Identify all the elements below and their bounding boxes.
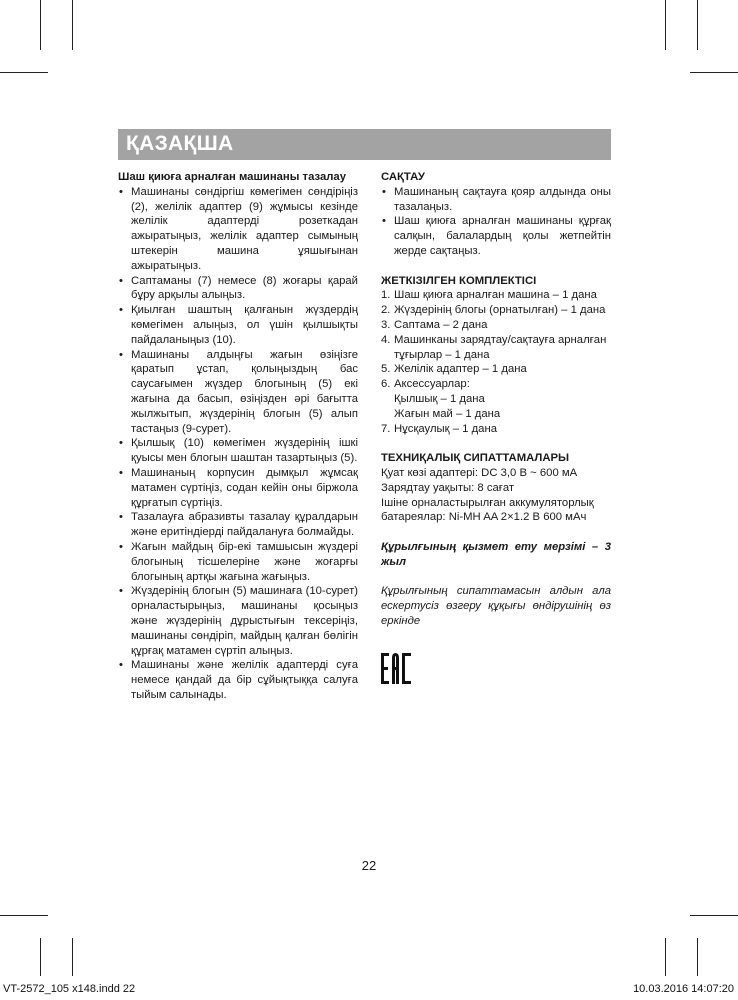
footer-file-info: VT-2572_105 x148.indd 22 <box>3 983 136 995</box>
list-item <box>381 422 611 437</box>
spec-line: батареялар: Ni-MH AA 2×1.2 В 600 мАч <box>381 511 587 524</box>
sub-item: Қылшық – 1 дана <box>394 392 485 405</box>
item-number: 7. <box>381 422 391 435</box>
list-item <box>381 377 611 392</box>
footer-timestamp: 10.03.2016 14:07:20 <box>633 983 734 995</box>
list-item: • Жағын майдың бір-екі тамшысын жүздері блогының тісшелеріне және жоғарғы блогының артқы жағына жағыңыз. <box>118 540 358 584</box>
item-text: Желілік адаптер – 1 дана <box>394 363 527 376</box>
item-text: Саптама – 2 дана <box>394 318 488 331</box>
list-item: • Машинаны алдыңғы жағын өзіңізге қаратып ұстап, қолыңыздың бас саусағымен жүздер блогының (5) екі жағына да басып, өзіңізден әрі бағытта жылжытып, жүздерінің блогын (5) алып тастаңыз (9-сурет). <box>118 348 358 437</box>
kit-list-continued <box>381 422 611 437</box>
list-item <box>381 303 611 318</box>
kit-heading: ЖЕТКІЗІЛГЕН КОМПЛЕКТІСІ <box>381 274 537 287</box>
item-number: 4. <box>381 333 391 346</box>
spec-line: Зарядтау уақыты: 8 сағат <box>381 481 515 494</box>
crop-mark <box>665 0 666 50</box>
list-item <box>381 318 611 333</box>
item-number: 5. <box>381 363 391 376</box>
list-item: • Машинаны сөндіргіш көмегімен сөндіріңіз (2), желілік адаптер (9) жұмысы кезінде желілік адаптерді розеткадан ажыратыңыз, желілік адаптер сымының штекерін машина ұяшығынан ажыратыңыз. <box>118 185 358 274</box>
spec-line: Ішіне орналастырылған аккумуляторлық <box>381 496 594 509</box>
language-banner <box>118 129 611 160</box>
list-item: • Машинаның корпусин дымқыл жұмсақ матамен сүртіңіз, содан кейін оны біржола құрғатып сүртіңіз. <box>118 466 358 510</box>
page-number: 22 <box>361 858 377 873</box>
item-number: 6. <box>381 378 391 391</box>
crop-mark <box>0 915 48 916</box>
list-item <box>381 333 611 363</box>
crop-mark <box>697 938 698 976</box>
sub-item: Жағын май – 1 дана <box>394 407 501 420</box>
crop-mark <box>72 0 73 50</box>
left-column <box>118 170 358 703</box>
eac-certification-logo <box>381 653 411 684</box>
list-item <box>381 362 611 377</box>
crop-mark <box>665 938 666 976</box>
list-item: • Қиылған шаштың қалғанын жүздердің көмегімен алыңыз, ол үшін қылшықты пайдаланыңыз (10). <box>118 303 358 347</box>
crop-mark <box>690 72 738 73</box>
kit-list <box>381 288 611 392</box>
list-item <box>381 288 611 303</box>
item-text: Жүздерінің блогы (орнатылған) – 1 дана <box>394 304 606 317</box>
service-life: Құрылғының қызмет ету мерзімі – 3 жыл <box>381 540 611 568</box>
list-item: • Саптаманы (7) немесе (8) жоғары қарай бұру арқылы алыңыз. <box>118 274 358 304</box>
list-item: • Қылшық (10) көмегімен жүздерінің ішкі қуысы мен блогын шаштан тазартыңыз (5). <box>118 436 358 466</box>
list-item: • Машинаны және желілік адаптерді суға немесе қандай да бір сұйықтыққа салуға тыйым салынады. <box>118 658 358 702</box>
cleaning-list <box>118 185 358 703</box>
list-item: • Шаш қиюға арналған машинаны құрғақ салқын, балалардың қолы жетпейтін жерде сақтаңыз. <box>381 214 611 258</box>
disclaimer: Құрылғының сипаттамасын алдын ала ескертусіз өзгеру құқығы өндірушінің өз еркінде <box>381 585 611 627</box>
list-item: • Тазалауға абразивты тазалау құралдарын және еритіндіерді пайдалануға болмайды. <box>118 510 358 540</box>
item-number: 1. <box>381 289 391 302</box>
item-text: Машинканы зарядтау/сақтауға арналған тұғырлар – 1 дана <box>394 333 607 361</box>
list-item: • Жүздерінің блогын (5) машинаға (10-сурет) орналастырыңыз, машинаны қосыңыз және жүздерінің дұрыстығын тексеріңіз, машинаны сөндіріп, майдың қалған бөлігін құрғақ матамен сүртіп алыңыз. <box>118 584 358 658</box>
item-text: Шаш қиюға арналған машина – 1 дана <box>394 289 597 302</box>
banner-title: ҚАЗАҚША <box>126 132 234 155</box>
item-text: Нұсқаулық – 1 дана <box>394 422 497 435</box>
item-number: 2. <box>381 304 391 317</box>
specs-block <box>381 466 611 525</box>
list-item: • Машинаның сақтауға қояр алдында оны тазалаңыз. <box>381 185 611 215</box>
accessory-sublist <box>381 392 611 422</box>
crop-mark <box>40 938 41 976</box>
crop-mark <box>0 72 48 73</box>
item-number: 3. <box>381 318 391 331</box>
cleaning-heading: Шаш қиюға арналған машинаны тазалау <box>118 171 346 183</box>
crop-mark <box>72 938 73 976</box>
storage-list <box>381 185 611 259</box>
storage-heading: САҚТАУ <box>381 171 425 183</box>
item-text: Аксессуарлар: <box>394 378 470 391</box>
specs-heading: ТЕХНИҚАЛЫҚ СИПАТТАМАЛАРЫ <box>381 452 570 465</box>
spec-line: Қуат көзі адаптері: DC 3,0 В ~ 600 мА <box>381 466 578 479</box>
crop-mark <box>697 0 698 50</box>
crop-mark <box>690 915 738 916</box>
right-column <box>381 170 611 629</box>
crop-mark <box>40 0 41 50</box>
